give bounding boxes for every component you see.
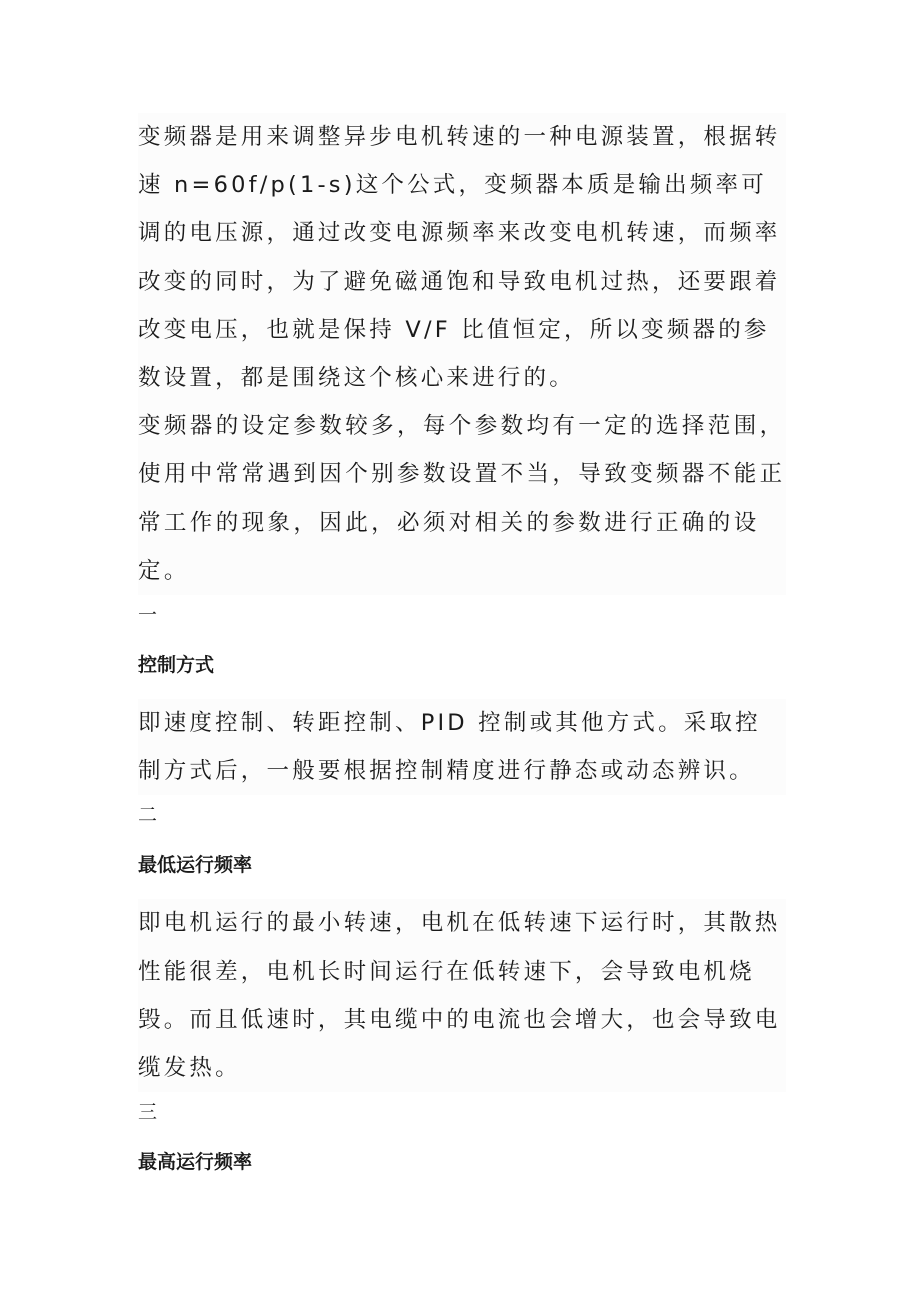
intro-paragraph: 变频器是用来调整异步电机转速的一种电源装置，根据转速 n=60f/p(1-s)这个公式，变频器本质是输出频率可调的电压源，通过改变电源频率来改变电机转速，而频率改变的同时，为了避免磁通饱和导致电机过热，还要跟着改变电压，也就是保持 V/F 比值恒定，所以变频器的参数设置，都是围绕这个核心来进行的。	[138, 113, 786, 402]
section-1-number: 一	[138, 604, 158, 627]
section-2-body: 即电机运行的最小转速，电机在低转速下运行时，其散热性能很差，电机长时间运行在低转速下，会导致电机烧毁。而且低速时，其电缆中的电流也会增大，也会导致电缆发热。	[138, 899, 786, 1092]
section-3-number: 三	[138, 1101, 158, 1124]
section-1-title: 控制方式	[138, 654, 215, 677]
section-2-title: 最低运行频率	[138, 854, 253, 877]
section-2-number: 二	[138, 804, 158, 827]
section-1-body: 即速度控制、转距控制、PID 控制或其他方式。采取控制方式后，一般要根据控制精度进行静态或动态辨识。	[138, 699, 786, 795]
section-3-title: 最高运行频率	[138, 1151, 253, 1174]
document-content	[138, 113, 786, 1196]
parameter-paragraph: 变频器的设定参数较多，每个参数均有一定的选择范围，使用中常常遇到因个别参数设置不当，导致变频器不能正常工作的现象，因此，必须对相关的参数进行正确的设定。	[138, 402, 786, 595]
